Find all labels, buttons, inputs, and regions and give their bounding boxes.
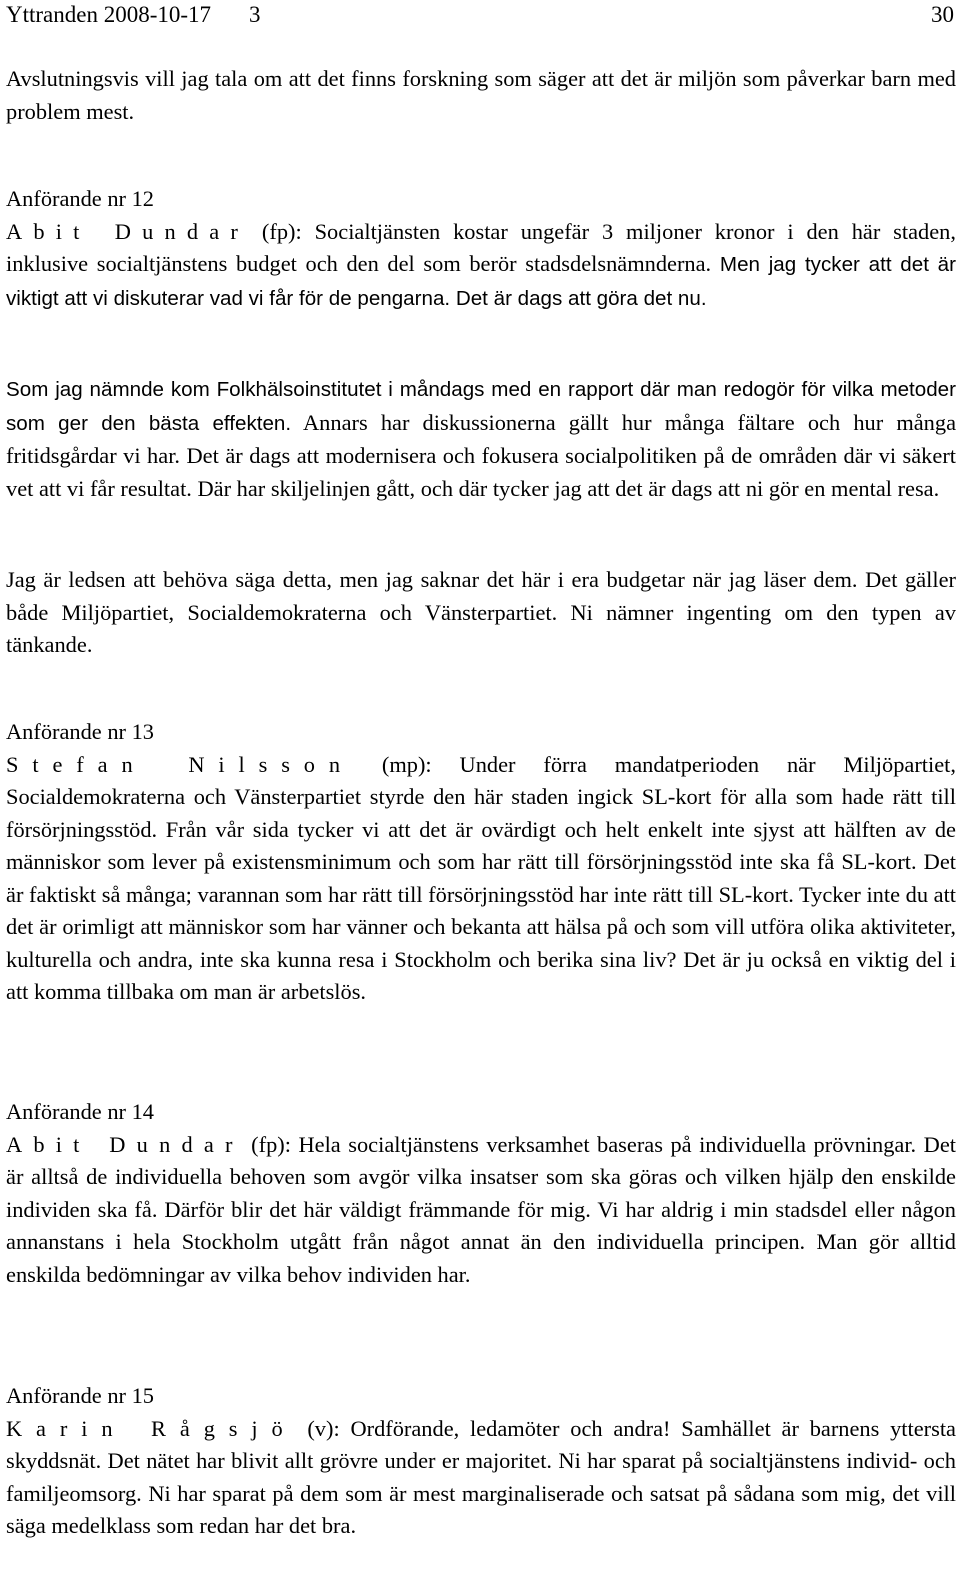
header-left [6, 0, 261, 30]
speech-12-paragraph-2-block [6, 373, 956, 505]
speech-12 [6, 183, 956, 315]
speaker-party: (fp): [249, 218, 302, 244]
speaker-name: Abit Dundar [6, 1131, 244, 1157]
speech-text: Under förra mandatperioden när Miljöpartiet, Socialdemokraterna och Vänsterpartiet styrde den här staden ingick SL-kort för alla som hade rätt till försörjningsstöd. Från vår sida tycker vi att det är ovärdigt och helt enkelt inte sjyst att hälften av de människor som lever på existensminimum och som har rätt till försörjningsstöd inte ska få SL-kort. Det är faktiskt så många; varannan som har rätt till försörjningsstöd har inte rätt till SL-kort. Tycker inte du att det är orimligt att människor som har vänner och bekanta att hälsa på och som vill utföra olika aktiviteter, kulturella och andra, inte ska kunna resa i Stockholm och berika sina liv? Det är ju också en viktig del i att komma tillbaka om man är arbetslös. [6, 751, 957, 1004]
speech-paragraph [6, 373, 956, 505]
speech-text: Ordförande, ledamöter och andra! Samhället är barnens yttersta skyddsnät. Det nätet har blivit allt grövre under er majoritet. Ni har sparat på socialtjänstens individ- och familjeomsorg. Ni har sparat på dem som är mest marginaliserade och satsat på sådana som mig, det vill säga medelklass som redan har det bra. [6, 1415, 956, 1538]
speech-paragraph [6, 749, 956, 1009]
speech-text: Hela socialtjänstens verksamhet baseras på individuella prövningar. Det är alltså de individuella behoven som avgör vilka insatser som ska göras och vilken hjälp den enskilde individen ska få. Därför blir det här väldigt främmande för mig. Vi har aldrig i min stadsdel eller någon annanstans i hela Stockholm utgått från något annat än den individuella principen. Man gör alltid enskilda bedömningar av vilka behov individen har. [6, 1131, 956, 1287]
page-number: 30 [931, 2, 954, 27]
header-date: Yttranden 2008-10-17 [6, 2, 212, 27]
speaker-party: (v): [296, 1415, 340, 1441]
speaker-name: Abit Dundar [6, 218, 250, 244]
speech-text-sans: Men jag tycker att det är viktigt att vi diskuterar vad vi får för de pengarna. Det är dags att göra det nu. [6, 253, 956, 310]
header-number: 3 [249, 2, 261, 27]
speech-paragraph [6, 216, 956, 316]
speech-14 [6, 1096, 956, 1291]
speech-12-paragraph-3-block [6, 564, 956, 662]
speech-15 [6, 1380, 956, 1543]
intro-paragraph: Avslutningsvis vill jag tala om att det finns forskning som säger att det är miljön som påverkar barn med problem mest. [6, 66, 956, 124]
speaker-party: (mp): [353, 751, 432, 777]
speech-heading: Anförande nr 13 [6, 719, 154, 744]
speech-heading: Anförande nr 14 [6, 1099, 154, 1124]
speech-13 [6, 716, 956, 1009]
page-header [6, 0, 954, 30]
speech-paragraph: Jag är ledsen att behöva säga detta, men jag saknar det här i era budgetar när jag läser dem. Det gäller både Miljöpartiet, Socialdemokraterna och Vänsterpartiet. Ni nämner ingenting om den typen av tänkande. [6, 567, 956, 657]
speaker-party: (fp): [243, 1131, 291, 1157]
speech-paragraph [6, 1129, 956, 1292]
speaker-name: Stefan Nilsson [6, 751, 354, 777]
speech-text: Socialtjänsten kostar ungefär 3 miljoner kronor i den här staden, inklusive socialtjänstens budget och den del som berör stadsdelsnämnderna. [6, 218, 956, 276]
speech-text-sans: Som jag nämnde kom Folkhälsoinstitutet i måndags med en rapport där man redogör för vilka metoder som ger den bästa effekten. [6, 378, 956, 435]
speech-heading: Anförande nr 12 [6, 186, 154, 211]
speech-heading: Anförande nr 15 [6, 1383, 154, 1408]
intro-paragraph-block [6, 63, 956, 128]
speaker-name: Karin Rågsjö [6, 1415, 297, 1441]
speech-text: Annars har diskussionerna gällt hur många fältare och hur många fritidsgårdar vi har. Det är dags att modernisera och fokusera socialpolitiken på de områden där vi säkert vet att vi får resultat. Där har skiljelinjen gått, och där tycker jag att det är dags att ni gör en mental resa. [6, 409, 957, 501]
speech-paragraph [6, 1413, 956, 1543]
